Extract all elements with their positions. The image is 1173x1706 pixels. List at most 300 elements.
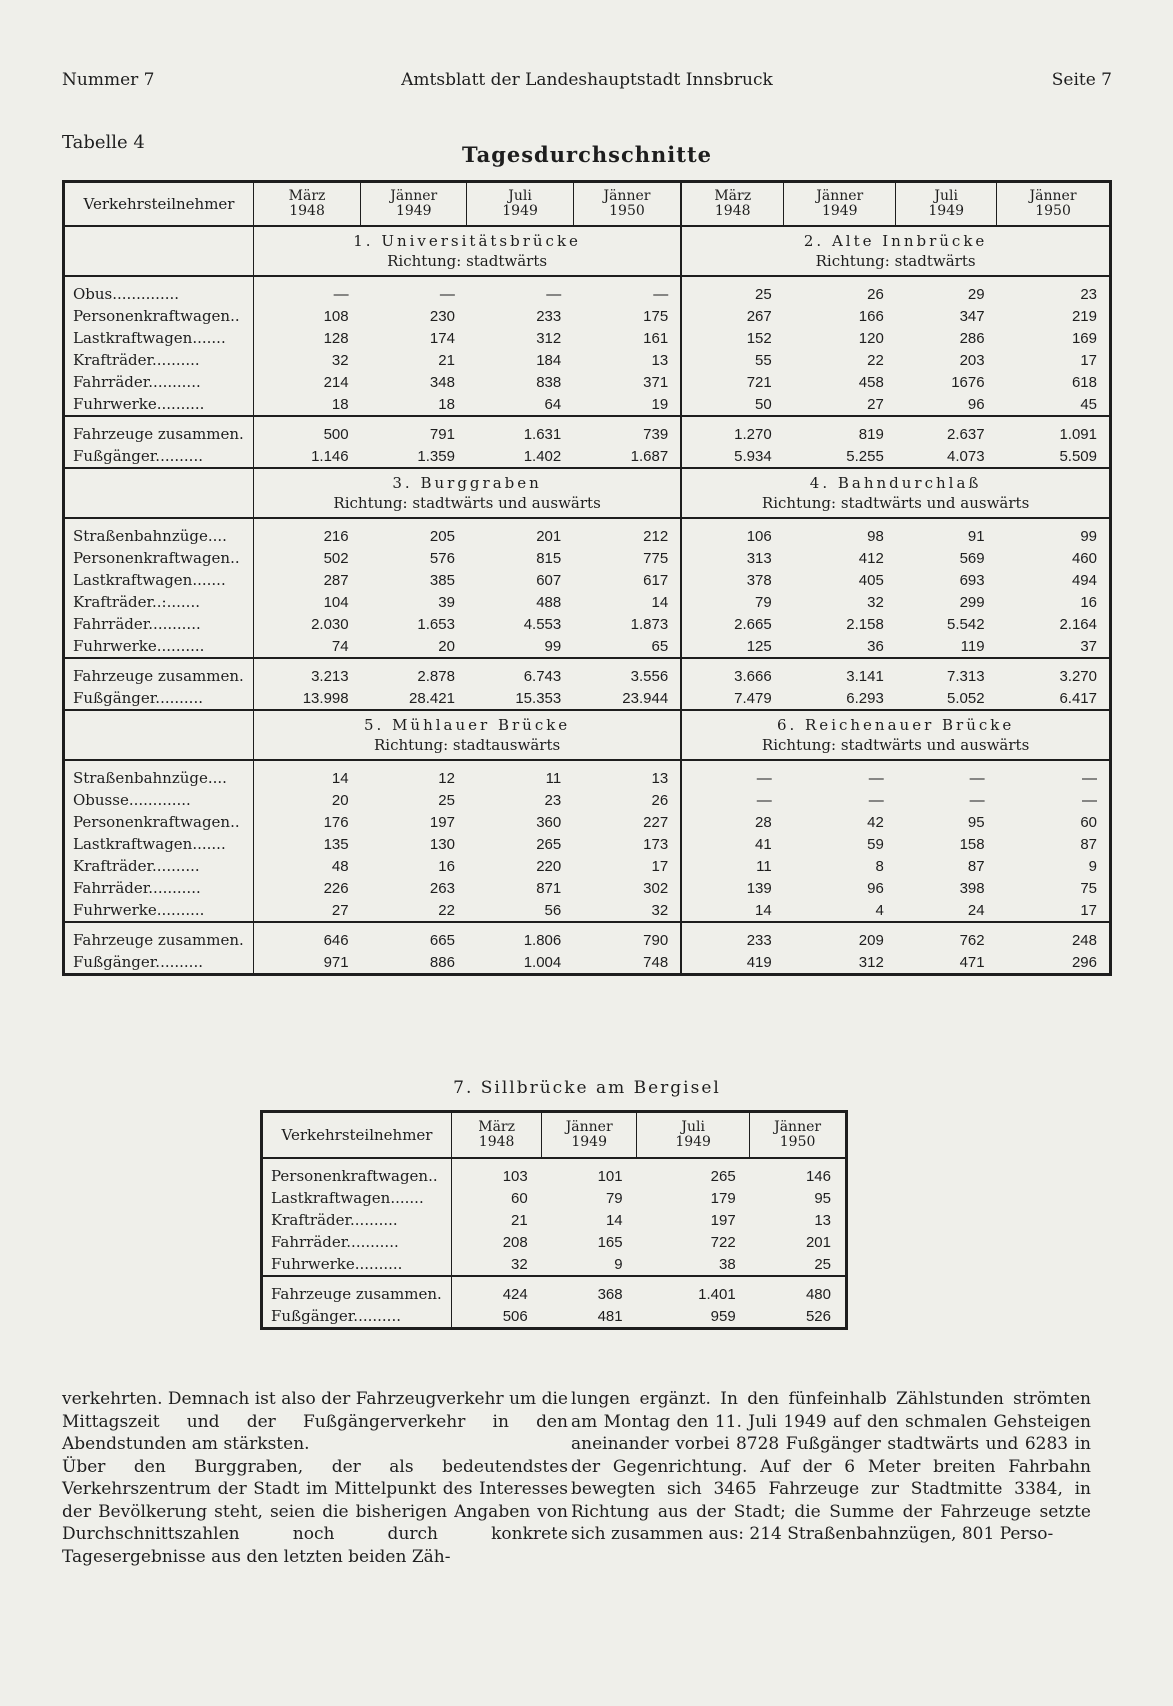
column-header bbox=[361, 182, 467, 227]
table-cell: 91 bbox=[896, 518, 997, 547]
row-label: Krafträder.......... bbox=[262, 1209, 452, 1231]
table-cell: 175 bbox=[643, 307, 669, 325]
table-cell: 36 bbox=[867, 637, 884, 655]
location-direction: Richtung: stadtwärts und auswärts bbox=[761, 494, 1030, 512]
table-cell: 50 bbox=[681, 393, 784, 416]
column-month: Jänner bbox=[816, 188, 864, 204]
table-cell: 230 bbox=[429, 307, 455, 325]
table-cell: 2.878 bbox=[361, 658, 467, 687]
table-cell: 405 bbox=[858, 571, 884, 589]
table-cell: 60 bbox=[1080, 813, 1097, 831]
row-label: Krafträder.......... bbox=[64, 349, 254, 371]
table-cell: 203 bbox=[959, 351, 985, 369]
table-cell: 721 bbox=[681, 371, 784, 393]
table-cell: 576 bbox=[429, 549, 455, 567]
column-month: Jänner bbox=[774, 1119, 822, 1135]
table-cell: 607 bbox=[536, 571, 562, 589]
location-title: 4. Bahndurchlaß bbox=[809, 474, 982, 492]
table-cell: 96 bbox=[967, 395, 985, 413]
column-year: 1949 bbox=[821, 203, 858, 219]
table-cell: 5.255 bbox=[846, 447, 884, 465]
table-cell: 161 bbox=[643, 329, 669, 347]
column-header-participants: Verkehrsteilnehmer bbox=[262, 1112, 452, 1159]
table-cell: 5.542 bbox=[947, 615, 985, 633]
table-label: Tabelle 4 bbox=[62, 132, 145, 153]
table-cell: 28 bbox=[681, 811, 784, 833]
table-cell: 8 bbox=[875, 857, 884, 875]
table-row bbox=[64, 349, 1111, 371]
table-cell: 959 bbox=[710, 1307, 736, 1325]
table-cell: 25 bbox=[681, 276, 784, 305]
column-header bbox=[637, 1112, 750, 1159]
table-cell: 775 bbox=[643, 549, 669, 567]
page-title: Tagesdurchschnitte bbox=[461, 142, 713, 167]
row-label: Fuhrwerke.......... bbox=[64, 635, 254, 658]
page-header bbox=[62, 70, 1112, 94]
column-year: 1948 bbox=[289, 203, 325, 219]
table-cell: 233 bbox=[681, 922, 784, 951]
table-row bbox=[262, 1253, 847, 1276]
table-cell: 41 bbox=[681, 833, 784, 855]
column-month: Jänner bbox=[603, 188, 651, 204]
column-month: Juli bbox=[681, 1119, 705, 1135]
table-row bbox=[64, 811, 1111, 833]
table-cell: 42 bbox=[867, 813, 884, 831]
table-row bbox=[262, 1209, 847, 1231]
column-header bbox=[681, 182, 784, 227]
header-row bbox=[262, 1112, 847, 1159]
table-cell: 480 bbox=[750, 1276, 847, 1305]
table-cell: 9 bbox=[1088, 857, 1097, 875]
table-cell: 75 bbox=[1080, 879, 1097, 897]
table-cell: 1.653 bbox=[417, 615, 455, 633]
table-cell: 3.270 bbox=[997, 658, 1111, 687]
table-cell: 106 bbox=[681, 518, 784, 547]
table-cell: 20 bbox=[438, 637, 455, 655]
table-cell: 424 bbox=[452, 1276, 542, 1305]
table-cell: 95 bbox=[967, 813, 985, 831]
table-cell: 385 bbox=[429, 571, 455, 589]
table-cell: 11 bbox=[467, 760, 573, 789]
table-cell: 220 bbox=[536, 857, 562, 875]
table-cell: 226 bbox=[323, 879, 349, 897]
table-cell: — bbox=[681, 789, 784, 811]
table-cell: 526 bbox=[805, 1307, 831, 1325]
table-cell: 25 bbox=[438, 791, 455, 809]
column-header bbox=[784, 182, 896, 227]
paragraph: verkehrten. Demnach ist also der Fahrzeugverkehr um die Mittagszeit und der Fußgängerverkehr in den Abendstunden am stärksten. bbox=[62, 1389, 568, 1454]
table-cell: 458 bbox=[858, 373, 884, 391]
table-cell: 15.353 bbox=[515, 689, 562, 707]
row-label: Personenkraftwagen.. bbox=[64, 305, 254, 327]
table-cell: 500 bbox=[254, 416, 361, 445]
table-cell: 32 bbox=[867, 593, 884, 611]
location-header-right bbox=[681, 468, 1110, 518]
table-cell: 38 bbox=[718, 1255, 736, 1273]
column-header bbox=[452, 1112, 542, 1159]
table-cell: 130 bbox=[429, 835, 455, 853]
location-title: 3. Burggraben bbox=[392, 474, 542, 492]
table-cell: 13 bbox=[814, 1211, 831, 1229]
location-header-left bbox=[254, 468, 682, 518]
table-cell: 64 bbox=[544, 395, 562, 413]
table-cell: 815 bbox=[536, 549, 562, 567]
table-cell: 488 bbox=[536, 593, 562, 611]
column-month: Jänner bbox=[390, 188, 438, 204]
table-cell: 790 bbox=[573, 922, 681, 951]
table-cell: 665 bbox=[361, 922, 467, 951]
table-cell: 14 bbox=[254, 760, 361, 789]
table-cell: 23.944 bbox=[622, 689, 669, 707]
table-cell: 17 bbox=[1080, 351, 1097, 369]
table-cell: 646 bbox=[254, 922, 361, 951]
table-cell: 39 bbox=[438, 593, 455, 611]
table-cell: 48 bbox=[331, 857, 349, 875]
table-cell: 6.743 bbox=[467, 658, 573, 687]
row-label: Lastkraftwagen....... bbox=[262, 1187, 452, 1209]
table-cell: 313 bbox=[681, 547, 784, 569]
table-cell: 3.213 bbox=[254, 658, 361, 687]
body-text-right bbox=[571, 1388, 1091, 1546]
table-cell: 2.665 bbox=[681, 613, 784, 635]
table-cell: 59 bbox=[867, 835, 884, 853]
table-cell: 971 bbox=[323, 953, 349, 971]
table-cell: 26 bbox=[651, 791, 669, 809]
table-cell: 32 bbox=[331, 351, 349, 369]
row-label: Fußgänger.......... bbox=[64, 445, 254, 468]
column-year: 1949 bbox=[928, 203, 965, 219]
table-cell: 45 bbox=[1080, 395, 1097, 413]
table-cell: — bbox=[361, 276, 467, 305]
table-cell: 197 bbox=[710, 1211, 736, 1229]
body-text-left bbox=[62, 1388, 568, 1568]
location-title: 1. Universitätsbrücke bbox=[353, 232, 581, 250]
table-cell: 412 bbox=[858, 549, 884, 567]
table-cell: 13 bbox=[573, 760, 681, 789]
empty-cell bbox=[64, 468, 254, 518]
table-cell: 7.313 bbox=[896, 658, 997, 687]
table-row bbox=[262, 1158, 847, 1187]
table-cell: — bbox=[681, 760, 784, 789]
section-header-row bbox=[64, 710, 1111, 760]
column-header bbox=[254, 182, 361, 227]
row-label: Straßenbahnzüge.... bbox=[64, 518, 254, 547]
table-cell: 56 bbox=[544, 901, 562, 919]
table-cell: 419 bbox=[681, 951, 784, 975]
table-cell: 471 bbox=[959, 953, 985, 971]
table-cell: 22 bbox=[867, 351, 884, 369]
table-row bbox=[64, 855, 1111, 877]
table-cell: 11 bbox=[681, 855, 784, 877]
table-cell: 22 bbox=[438, 901, 455, 919]
table-cell: 216 bbox=[254, 518, 361, 547]
table-row bbox=[262, 1187, 847, 1209]
column-month: März bbox=[288, 188, 326, 204]
table-cell: 1.401 bbox=[637, 1276, 750, 1305]
table-cell: 29 bbox=[896, 276, 997, 305]
row-label: Fuhrwerke.......... bbox=[64, 393, 254, 416]
table-cell: 1.091 bbox=[997, 416, 1111, 445]
table-cell: 398 bbox=[959, 879, 985, 897]
table-row bbox=[64, 445, 1111, 468]
table-cell: 197 bbox=[429, 813, 455, 831]
table-cell: 16 bbox=[1080, 593, 1097, 611]
column-header bbox=[542, 1112, 637, 1159]
table-cell: — bbox=[896, 760, 997, 789]
table-cell: 166 bbox=[858, 307, 884, 325]
column-month: Juli bbox=[508, 188, 532, 204]
table-cell: 120 bbox=[858, 329, 884, 347]
table-row bbox=[64, 393, 1111, 416]
table-cell: 233 bbox=[536, 307, 562, 325]
location-title: 2. Alte Innbrücke bbox=[803, 232, 988, 250]
row-label: Fußgänger.......... bbox=[64, 951, 254, 975]
table-cell: 176 bbox=[323, 813, 349, 831]
daily-averages-table bbox=[62, 180, 1112, 976]
table-cell: 248 bbox=[997, 922, 1111, 951]
table-cell: 32 bbox=[511, 1255, 528, 1273]
table-cell: 4 bbox=[875, 901, 884, 919]
table-cell: 722 bbox=[710, 1233, 736, 1251]
table-cell: 617 bbox=[643, 571, 669, 589]
table-cell: 173 bbox=[643, 835, 669, 853]
table-cell: 98 bbox=[784, 518, 896, 547]
table-cell: 819 bbox=[784, 416, 896, 445]
table-row bbox=[64, 951, 1111, 975]
table-cell: 104 bbox=[323, 593, 349, 611]
table-row bbox=[262, 1305, 847, 1329]
table-cell: 494 bbox=[1071, 571, 1097, 589]
table-cell: 265 bbox=[710, 1167, 736, 1185]
table-cell: 1.402 bbox=[523, 447, 562, 465]
table-cell: 23 bbox=[544, 791, 562, 809]
column-year: 1950 bbox=[1035, 203, 1071, 219]
row-label: Fahrräder........... bbox=[64, 613, 254, 635]
table-cell: 27 bbox=[867, 395, 884, 413]
table-cell: — bbox=[997, 760, 1111, 789]
row-label: Personenkraftwagen.. bbox=[262, 1158, 452, 1187]
table-cell: 201 bbox=[467, 518, 573, 547]
table-row bbox=[64, 789, 1111, 811]
table-row bbox=[64, 877, 1111, 899]
paragraph: Über den Burggraben, der als bedeutendstes Verkehrszentrum der Stadt im Mittelpunkt des Interesses der Bevölkerung steht, seien die bisherigen Angaben von Durchschnittszahlen noch durch konkrete Tagesergebnisse aus den letzten beiden Zäh- bbox=[62, 1456, 568, 1567]
row-label: Fahrzeuge zusammen. bbox=[64, 416, 254, 445]
row-label: Fußgänger.......... bbox=[262, 1305, 452, 1329]
column-header bbox=[573, 182, 681, 227]
table-row bbox=[64, 591, 1111, 613]
table-cell: 263 bbox=[429, 879, 455, 897]
table-cell: 4.553 bbox=[523, 615, 562, 633]
table-row bbox=[64, 613, 1111, 635]
table-cell: 2.164 bbox=[1059, 615, 1097, 633]
table-row bbox=[64, 687, 1111, 710]
row-label: Obus.............. bbox=[64, 276, 254, 305]
row-label: Lastkraftwagen....... bbox=[64, 569, 254, 591]
column-year: 1949 bbox=[502, 203, 538, 219]
table-cell: 174 bbox=[429, 329, 455, 347]
table-cell: 169 bbox=[1071, 329, 1097, 347]
location-direction: Richtung: stadtauswärts bbox=[373, 736, 561, 754]
table-row bbox=[64, 518, 1111, 547]
table-row bbox=[64, 305, 1111, 327]
table-cell: 60 bbox=[511, 1189, 528, 1207]
table-cell: 101 bbox=[597, 1167, 623, 1185]
table-cell: 5.934 bbox=[681, 445, 784, 468]
column-year: 1948 bbox=[478, 1134, 515, 1150]
table-cell: 179 bbox=[710, 1189, 736, 1207]
table-cell: 135 bbox=[323, 835, 349, 853]
location-direction: Richtung: stadtwärts bbox=[387, 252, 548, 270]
table-cell: 886 bbox=[429, 953, 455, 971]
table-cell: 12 bbox=[361, 760, 467, 789]
table-cell: — bbox=[573, 276, 681, 305]
column-header-participants: Verkehrsteilnehmer bbox=[64, 182, 254, 227]
table-cell: 739 bbox=[573, 416, 681, 445]
location-direction: Richtung: stadtwärts bbox=[815, 252, 976, 270]
table-cell: 1.146 bbox=[311, 447, 349, 465]
header-row bbox=[64, 182, 1111, 227]
table-cell: 6.293 bbox=[846, 689, 884, 707]
table-cell: 3.556 bbox=[573, 658, 681, 687]
column-month: März bbox=[714, 188, 752, 204]
table-row bbox=[262, 1231, 847, 1253]
table-row bbox=[64, 547, 1111, 569]
table-cell: 348 bbox=[429, 373, 455, 391]
table-row bbox=[64, 760, 1111, 789]
table-cell: 299 bbox=[959, 593, 985, 611]
table-cell: 378 bbox=[681, 569, 784, 591]
row-label: Fahrräder........... bbox=[64, 371, 254, 393]
table-cell: 146 bbox=[805, 1167, 831, 1185]
table-cell: 37 bbox=[1080, 637, 1097, 655]
column-year: 1949 bbox=[395, 203, 432, 219]
row-label: Fuhrwerke.......... bbox=[64, 899, 254, 922]
row-label: Fahrräder........... bbox=[64, 877, 254, 899]
table-row bbox=[64, 899, 1111, 922]
location-direction: Richtung: stadtwärts und auswärts bbox=[761, 736, 1030, 754]
table-cell: 14 bbox=[651, 593, 669, 611]
row-label: Fahrzeuge zusammen. bbox=[262, 1276, 452, 1305]
column-header bbox=[750, 1112, 847, 1159]
table-cell: 267 bbox=[681, 305, 784, 327]
table-cell: — bbox=[254, 276, 361, 305]
section7-title: 7. Sillbrücke am Bergisel bbox=[453, 1078, 721, 1098]
empty-cell bbox=[64, 226, 254, 276]
row-label: Fahrräder........... bbox=[262, 1231, 452, 1253]
table-cell: 312 bbox=[536, 329, 562, 347]
table-cell: 165 bbox=[597, 1233, 623, 1251]
table-cell: 2.158 bbox=[846, 615, 884, 633]
table-cell: 108 bbox=[323, 307, 349, 325]
table-cell: 20 bbox=[331, 791, 349, 809]
row-label: Krafträder..:....... bbox=[64, 591, 254, 613]
table-cell: 32 bbox=[651, 901, 669, 919]
table-cell: 18 bbox=[331, 395, 349, 413]
table-cell: 5.052 bbox=[947, 689, 985, 707]
table-cell: 1.004 bbox=[523, 953, 562, 971]
issue-number: Nummer 7 bbox=[62, 70, 155, 90]
table-cell: 184 bbox=[536, 351, 562, 369]
table-cell: 14 bbox=[681, 899, 784, 922]
table-cell: 17 bbox=[1080, 901, 1097, 919]
column-year: 1949 bbox=[675, 1134, 711, 1150]
row-label: Personenkraftwagen.. bbox=[64, 811, 254, 833]
table-cell: 214 bbox=[323, 373, 349, 391]
table-cell: 481 bbox=[597, 1307, 623, 1325]
column-month: März bbox=[478, 1119, 515, 1135]
row-label: Fahrzeuge zusammen. bbox=[64, 922, 254, 951]
table-cell: 762 bbox=[896, 922, 997, 951]
table-cell: 74 bbox=[331, 637, 349, 655]
table-cell: 95 bbox=[814, 1189, 831, 1207]
table-cell: 13 bbox=[651, 351, 669, 369]
row-label: Personenkraftwagen.. bbox=[64, 547, 254, 569]
table-cell: 3.141 bbox=[784, 658, 896, 687]
table-cell: 152 bbox=[681, 327, 784, 349]
table-row bbox=[64, 833, 1111, 855]
table-cell: 128 bbox=[323, 329, 349, 347]
table-cell: 99 bbox=[997, 518, 1111, 547]
table-cell: 103 bbox=[502, 1167, 528, 1185]
table-cell: 506 bbox=[502, 1307, 528, 1325]
table-cell: 16 bbox=[438, 857, 455, 875]
table-cell: 7.479 bbox=[681, 687, 784, 710]
table-cell: 1.359 bbox=[417, 447, 455, 465]
table-cell: 2.030 bbox=[311, 615, 349, 633]
table-row bbox=[64, 416, 1111, 445]
table-cell: 618 bbox=[1071, 373, 1097, 391]
table-cell: 13.998 bbox=[302, 689, 349, 707]
table-cell: 1676 bbox=[951, 373, 985, 391]
table-cell: 55 bbox=[681, 349, 784, 371]
column-header bbox=[997, 182, 1111, 227]
table-cell: 2.637 bbox=[896, 416, 997, 445]
table-cell: 3.666 bbox=[681, 658, 784, 687]
table-cell: 21 bbox=[511, 1211, 528, 1229]
column-month: Juli bbox=[934, 188, 958, 204]
table-cell: 17 bbox=[651, 857, 669, 875]
location-header-right bbox=[681, 710, 1110, 760]
location-title: 5. Mühlauer Brücke bbox=[363, 716, 571, 734]
column-year: 1950 bbox=[609, 203, 645, 219]
column-year: 1949 bbox=[571, 1134, 607, 1150]
table-cell: 205 bbox=[361, 518, 467, 547]
table-cell: 227 bbox=[643, 813, 669, 831]
table-cell: 201 bbox=[805, 1233, 831, 1251]
table-cell: 139 bbox=[681, 877, 784, 899]
row-label: Krafträder.......... bbox=[64, 855, 254, 877]
table-cell: 287 bbox=[323, 571, 349, 589]
table-cell: 9 bbox=[614, 1255, 623, 1273]
row-label: Fuhrwerke.......... bbox=[262, 1253, 452, 1276]
table-cell: — bbox=[1082, 791, 1097, 809]
table-cell: 26 bbox=[784, 276, 896, 305]
table-cell: 693 bbox=[959, 571, 985, 589]
table-cell: 569 bbox=[959, 549, 985, 567]
table-cell: 265 bbox=[536, 835, 562, 853]
table-cell: 25 bbox=[814, 1255, 831, 1273]
table-cell: 87 bbox=[1080, 835, 1097, 853]
table-cell: 21 bbox=[438, 351, 455, 369]
table-cell: 1.687 bbox=[630, 447, 669, 465]
table-cell: 19 bbox=[651, 395, 669, 413]
table-row bbox=[64, 276, 1111, 305]
paragraph: lungen ergänzt. In den fünfeinhalb Zählstunden strömten am Montag den 11. Juli 1949 auf den schmalen Gehsteigen aneinander vorbei 8728 Fußgänger stadtwärts und 6283 in der Gegenrichtung. Auf der 6 Meter breiten Fahrbahn bewegten sich 3465 Fahrzeuge zur Stadtmitte 3384, in Richtung aus der Stadt; die Summe der Fahrzeuge setzte sich zusammen aus: 214 Straßenbahnzügen, 801 Perso- bbox=[571, 1389, 1091, 1544]
row-label: Obusse............. bbox=[64, 789, 254, 811]
table-cell: 371 bbox=[643, 373, 669, 391]
table-cell: 286 bbox=[959, 329, 985, 347]
table-cell: 125 bbox=[681, 635, 784, 658]
